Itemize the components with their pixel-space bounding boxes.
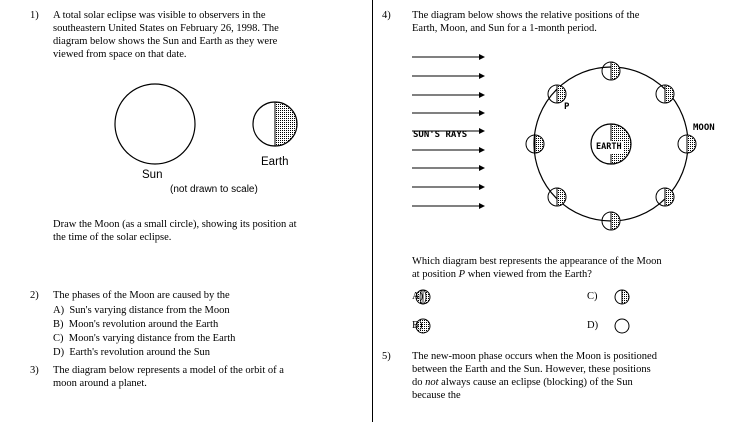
q2-stem: The phases of the Moon are caused by the	[53, 290, 230, 301]
suns-rays-label: SUN'S RAYS	[413, 130, 468, 140]
q3-text-line-1: The diagram below represents a model of the orbit of a	[53, 365, 284, 376]
q1-instruction-line-1: Draw the Moon (as a small circle), showing its position at	[53, 219, 297, 230]
q3-number: 3)	[30, 365, 39, 376]
q4-number: 4)	[382, 10, 391, 21]
moon-top	[602, 62, 620, 80]
q5-text-line-3	[412, 376, 633, 389]
moon-top-right	[656, 85, 674, 103]
q3-text-line-2: moon around a planet.	[53, 378, 147, 389]
q5-not-emphasis: not	[425, 377, 439, 388]
q1-text-line-2: southeastern United States on February 26, 1998. The	[53, 23, 279, 34]
not-to-scale-note: (not drawn to scale)	[170, 184, 258, 195]
q4-option-b[interactable]: B)	[412, 320, 423, 331]
q1-text-line-4: viewed from space on that date.	[53, 49, 187, 60]
q2-option-b-text: Moon's revolution around the Earth	[68, 319, 219, 330]
q1-number: 1)	[30, 10, 39, 21]
q4-option-c[interactable]: C)	[587, 291, 598, 302]
q4-option-d[interactable]: D)	[587, 320, 599, 331]
q4-question-p: P	[458, 269, 466, 280]
moon-left	[526, 135, 544, 153]
q4-question-line-2-post: when viewed from the Earth?	[465, 269, 592, 280]
q1-instruction-line-2: the time of the solar eclipse.	[53, 232, 172, 243]
option-c-moon-diagram	[615, 290, 629, 304]
q4-text-line-1: The diagram below shows the relative positions of the	[412, 10, 640, 21]
q2-option-d-letter: D)	[53, 347, 65, 358]
q4-question-line-2	[412, 268, 592, 281]
option-d-moon-diagram	[615, 319, 629, 333]
position-p-label: P	[564, 102, 570, 112]
orbit-earth-label: EARTH	[595, 141, 623, 154]
sun-label: Sun	[142, 169, 163, 181]
q2-option-c-text: Moon's varying distance from the Earth	[68, 333, 236, 344]
q2-option-b-letter: B)	[53, 319, 64, 330]
q4-question-line-2-pre: at position	[412, 269, 459, 280]
q2-option-c-letter: C)	[53, 333, 64, 344]
q2-option-d-text: Earth's revolution around the Sun	[69, 347, 211, 358]
q2-option-a-letter: A)	[53, 305, 65, 316]
q1-text-line-1: A total solar eclipse was visible to observers in the	[53, 10, 266, 21]
moon-bottom-left	[548, 188, 566, 206]
moon-bottom-right	[656, 188, 674, 206]
q5-line-3-pre: do	[412, 377, 426, 388]
q5-line-3-post: always cause an eclipse (blocking) of the Sun	[438, 377, 633, 388]
q4-option-a[interactable]: A)	[412, 291, 424, 302]
q5-number: 5)	[382, 351, 391, 362]
q4-text-line-2: Earth, Moon, and Sun for a 1-month period.	[412, 23, 597, 34]
q1-text-line-3: diagram below shows the Sun and Earth as they were	[53, 36, 278, 47]
moon-label: MOON	[693, 123, 715, 133]
q5-text-line-2: between the Earth and the Sun. However, these positions	[412, 364, 651, 375]
q2-option-a-text: Sun's varying distance from the Moon	[69, 305, 230, 316]
q5-text-line-1: The new-moon phase occurs when the Moon is positioned	[412, 351, 657, 362]
earth-label: Earth	[261, 156, 289, 168]
q2-number: 2)	[30, 290, 39, 301]
q4-question-line-1: Which diagram best represents the appearance of the Moon	[412, 256, 662, 267]
moon-right	[678, 135, 696, 153]
q5-text-line-4: because the	[412, 390, 461, 401]
